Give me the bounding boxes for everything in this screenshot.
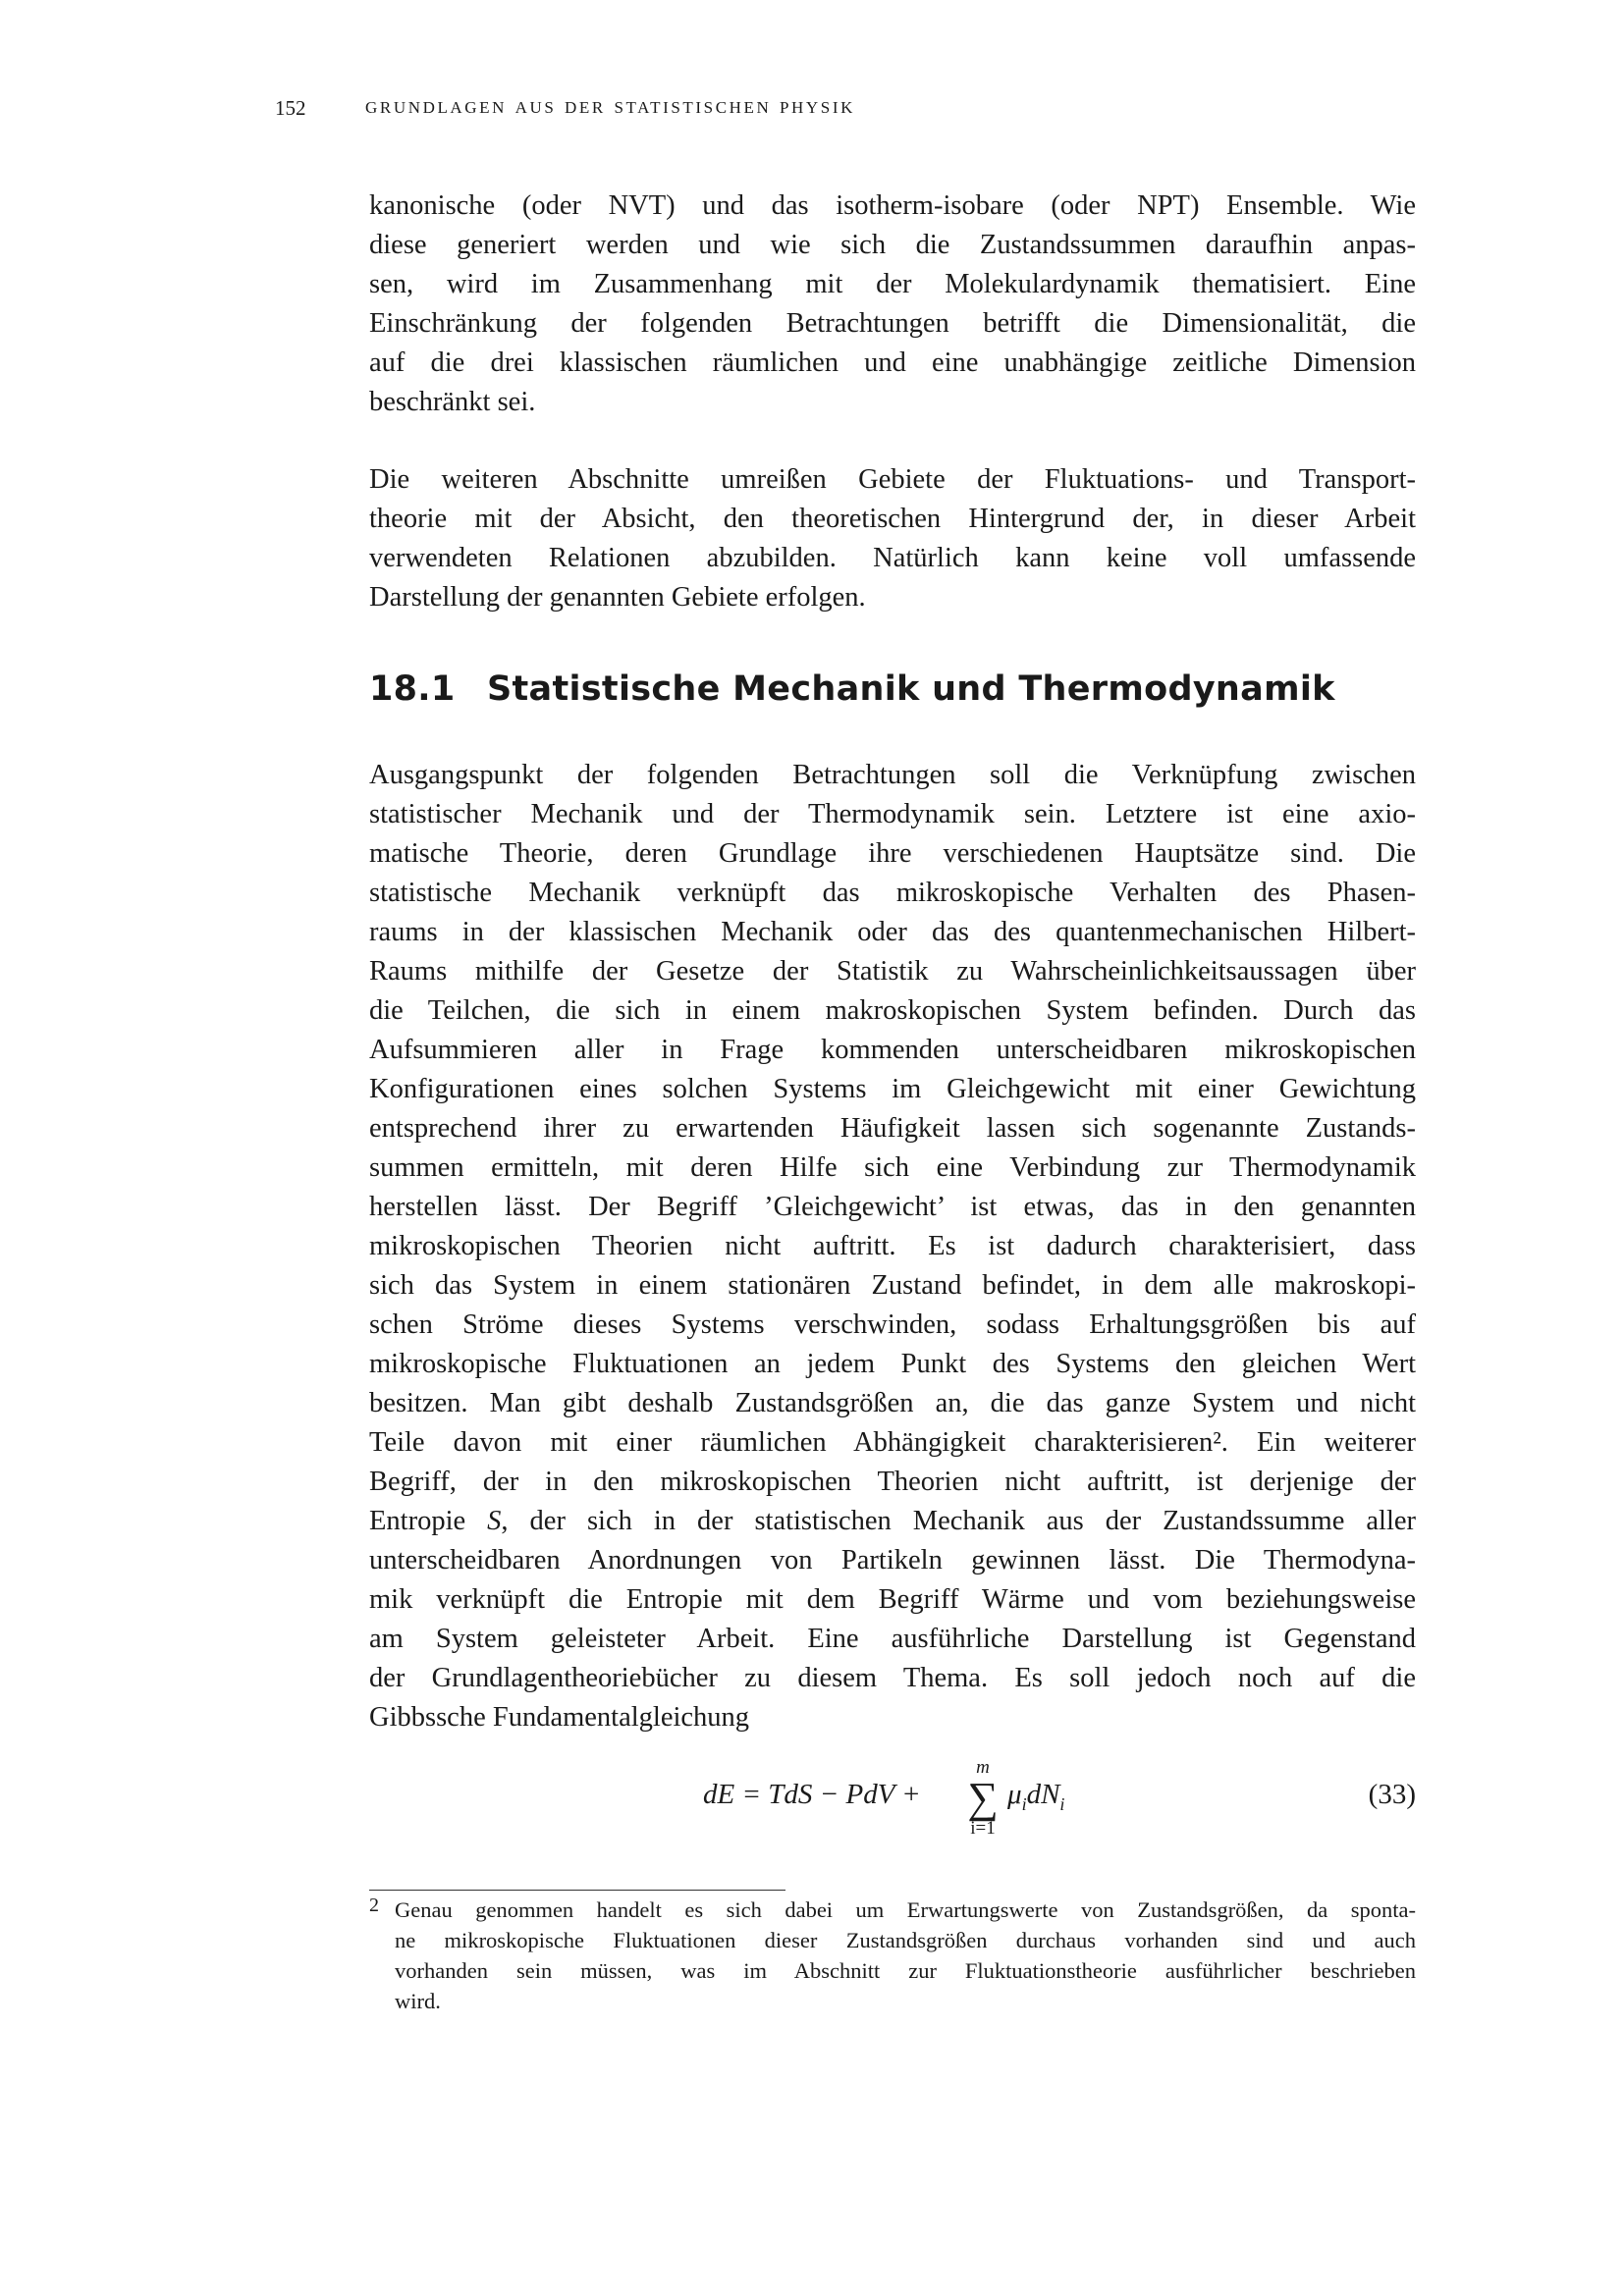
text-line: summen ermitteln, mit deren Hilfe sich eine Verbindung zur Thermodynamik xyxy=(369,1152,1416,1183)
footnote-line: vorhanden sein müssen, was im Abschnitt zur Fluktuationstheorie ausführlicher beschrieben xyxy=(395,1958,1416,1983)
text-line: besitzen. Man gibt deshalb Zustandsgrößen an, die das ganze System und nicht xyxy=(369,1388,1416,1418)
dn-term: dN xyxy=(1026,1779,1060,1810)
text-line: der Grundlagentheoriebücher zu diesem Thema. Es soll jedoch noch auf die xyxy=(369,1663,1416,1693)
text-line: theorie mit der Absicht, den theoretischen Hintergrund der, in dieser Arbeit xyxy=(369,504,1416,534)
mu-symbol: μ xyxy=(1007,1779,1022,1810)
text-line: verwendeten Relationen abzubilden. Natürlich kann keine voll umfassende xyxy=(369,543,1416,573)
footnote-mark: 2 xyxy=(369,1895,379,1916)
footnote-line: Genau genommen handelt es sich dabei um Erwartungswerte von Zustandsgrößen, da sponta- xyxy=(395,1897,1416,1922)
text-line: Darstellung der genannten Gebiete erfolgen. xyxy=(369,582,866,613)
text-line: Teile davon mit einer räumlichen Abhängigkeit charakterisieren². Ein weiterer xyxy=(369,1427,1416,1458)
section-title: Statistische Mechanik und Thermodynamik xyxy=(487,669,1335,709)
text-line: sen, wird im Zusammenhang mit der Molekulardynamik thematisiert. Eine xyxy=(369,269,1416,299)
paragraph-1 xyxy=(369,187,1416,422)
page-number: 152 xyxy=(275,96,306,120)
text-line: Die weiteren Abschnitte umreißen Gebiete der Fluktuations- und Transport- xyxy=(369,464,1416,495)
subscript-i: i xyxy=(1059,1793,1065,1814)
text-line: matische Theorie, deren Grundlage ihre verschiedenen Hauptsätze sind. Die xyxy=(369,838,1416,869)
subscript-i: i xyxy=(1021,1793,1027,1814)
equation-number: (33) xyxy=(1368,1779,1416,1810)
text-line: raums in der klassischen Mechanik oder das des quantenmechanischen Hilbert- xyxy=(369,917,1416,947)
section-number: 18.1 xyxy=(369,669,456,709)
text-line: auf die drei klassischen räumlichen und eine unabhängige zeitliche Dimension xyxy=(369,347,1416,378)
text-line: Raums mithilfe der Gesetze der Statistik zu Wahrscheinlichkeitsaussagen über xyxy=(369,956,1416,987)
text-line: kanonische (oder NVT) und das isotherm-isobare (oder NPT) Ensemble. Wie xyxy=(369,190,1416,221)
text-line: herstellen lässt. Der Begriff ’Gleichgewicht’ ist etwas, das in den genannten xyxy=(369,1192,1416,1222)
text-line: mik verknüpft die Entropie mit dem Begriff Wärme und vom beziehungsweise xyxy=(369,1584,1416,1615)
text-line: Gibbssche Fundamentalgleichung xyxy=(369,1702,750,1733)
text-line: am System geleisteter Arbeit. Eine ausführliche Darstellung ist Gegenstand xyxy=(369,1624,1416,1654)
sigma-symbol: ∑ xyxy=(967,1774,999,1822)
text-line: entsprechend ihrer zu erwartenden Häufigkeit lassen sich sogenannte Zustands- xyxy=(369,1113,1416,1144)
text-line: beschränkt sei. xyxy=(369,387,536,417)
footnote-line: wird. xyxy=(395,1989,441,2013)
text-line: statistische Mechanik verknüpft das mikroskopische Verhalten des Phasen- xyxy=(369,878,1416,908)
sum-upper-limit: m xyxy=(976,1757,990,1778)
text-line: Entropie S, der sich in der statistischen Mechanik aus der Zustandssumme aller xyxy=(369,1506,1417,1536)
text-line: statistischer Mechanik und der Thermodynamik sein. Letztere ist eine axio- xyxy=(369,799,1416,829)
text-line: mikroskopische Fluktuationen an jedem Punkt des Systems den gleichen Wert xyxy=(369,1349,1416,1379)
footnote-line: ne mikroskopische Fluktuationen dieser Zustandsgrößen durchaus vorhanden sind und auch xyxy=(395,1928,1416,1952)
equation-33 xyxy=(369,1757,1416,1865)
sum-lower-limit: i=1 xyxy=(970,1818,996,1839)
text-line: Aufsummieren aller in Frage kommenden unterscheidbaren mikroskopischen xyxy=(369,1035,1416,1065)
text-line: Einschränkung der folgenden Betrachtungen betrifft die Dimensionalität, die xyxy=(369,308,1416,339)
text-line: Begriff, der in den mikroskopischen Theorien nicht auftritt, ist derjenige der xyxy=(369,1467,1416,1497)
text-line: sich das System in einem stationären Zustand befindet, in dem alle makroskopi- xyxy=(369,1270,1416,1301)
paragraph-3 xyxy=(369,756,1416,1737)
text-line: Konfigurationen eines solchen Systems im Gleichgewicht mit einer Gewichtung xyxy=(369,1074,1416,1104)
paragraph-2 xyxy=(369,460,1416,617)
text-line: mikroskopischen Theorien nicht auftritt. Es ist dadurch charakterisiert, dass xyxy=(369,1231,1416,1261)
text-line: unterscheidbaren Anordnungen von Partikeln gewinnen lässt. Die Thermodyna- xyxy=(369,1545,1416,1575)
footnote xyxy=(369,1895,1416,2016)
equation-rhs xyxy=(1007,1779,1064,1815)
text-line: diese generiert werden und wie sich die Zustandssummen daraufhin anpas- xyxy=(369,230,1416,260)
footnote-rule xyxy=(369,1890,785,1891)
equation-lhs: dE = TdS − PdV + xyxy=(703,1779,921,1810)
text-line: schen Ströme dieses Systems verschwinden, sodass Erhaltungsgrößen bis auf xyxy=(369,1309,1416,1340)
summation xyxy=(960,1757,1005,1840)
running-title: grundlagen aus der statistischen physik xyxy=(365,93,856,119)
section-heading xyxy=(369,669,1335,709)
text-line: Ausgangspunkt der folgenden Betrachtungen soll die Verknüpfung zwischen xyxy=(369,760,1416,790)
text-line: die Teilchen, die sich in einem makroskopischen System befinden. Durch das xyxy=(369,995,1416,1026)
